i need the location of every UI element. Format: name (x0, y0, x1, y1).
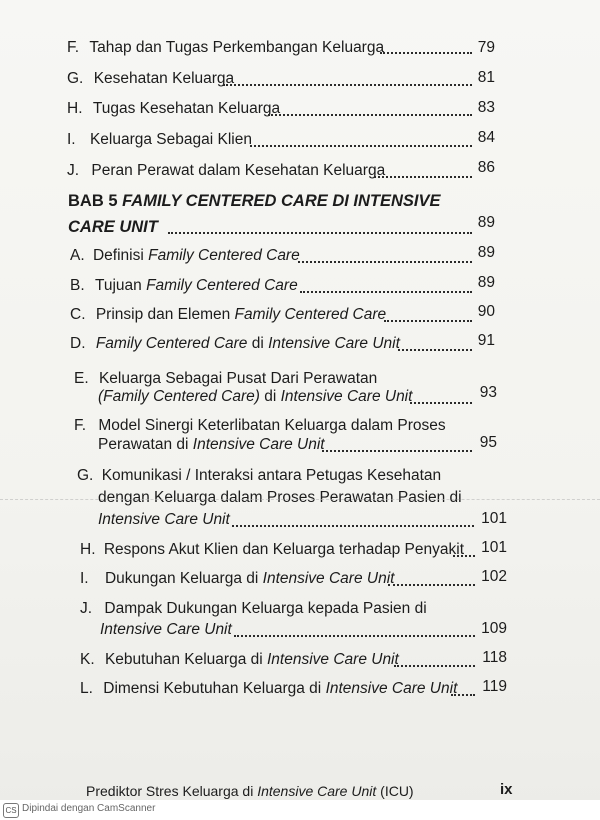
toc-entry-d (70, 334, 400, 354)
toc-letter: H. (67, 100, 83, 117)
toc-text-italic: Intensive Care Unit (268, 335, 400, 352)
toc-entry-e (74, 369, 377, 389)
chapter-page: 89 (477, 214, 495, 231)
toc-text: di (259, 388, 281, 405)
camscanner-logo-icon: CS (3, 803, 19, 818)
toc-text-italic: Intensive Care Unit (280, 388, 413, 405)
footer-title-italic: Intensive Care Unit (257, 783, 377, 799)
dot-leader (232, 525, 474, 527)
toc-entry-i2 (80, 569, 394, 589)
toc-page: 83 (477, 99, 495, 116)
toc-entry-i (67, 130, 252, 150)
toc-text-italic: Intensive Care Unit (100, 621, 232, 638)
toc-entry-h2 (80, 540, 464, 560)
toc-letter: G. (67, 70, 84, 87)
toc-entry-l (80, 679, 457, 699)
toc-entry-b (70, 276, 298, 296)
scanner-label: Dipindai dengan CamScanner (22, 803, 156, 814)
toc-entry-g (67, 69, 234, 89)
toc-text: Keluarga Sebagai Pusat Dari Perawatan (98, 370, 378, 387)
dot-leader (168, 232, 472, 234)
toc-letter: G. (77, 467, 94, 484)
toc-page: 93 (479, 384, 497, 401)
toc-letter: D. (70, 335, 86, 352)
toc-page: 102 (481, 568, 507, 585)
toc-text-italic: Family Centered Care (234, 306, 387, 323)
toc-letter: F. (67, 39, 80, 56)
toc-page: 90 (477, 303, 495, 320)
toc-letter: B. (70, 277, 85, 294)
toc-text: Prinsip dan Elemen (95, 306, 235, 323)
toc-text: Perawatan di (98, 436, 193, 453)
page-number: ix (500, 781, 513, 798)
toc-text: Peran Perawat dalam Kesehatan Keluarga (91, 162, 386, 179)
toc-text: Definisi (92, 247, 149, 264)
toc-entry-j2-line2 (100, 620, 232, 640)
toc-letter: I. (67, 131, 76, 148)
dot-leader (250, 145, 472, 147)
toc-text: Dampak Dukungan Keluarga kepada Pasien di (104, 600, 427, 617)
toc-entry-f (67, 38, 384, 58)
toc-text: Keluarga Sebagai Klien (89, 131, 252, 148)
toc-entry-g2-line2 (98, 488, 462, 508)
toc-text: di (247, 335, 269, 352)
toc-letter: E. (74, 370, 89, 387)
dot-leader (322, 450, 472, 452)
toc-text-italic: Family Centered Care (148, 247, 300, 264)
toc-text: Respons Akut Klien dan Keluarga terhadap Penyakit (103, 541, 464, 558)
toc-page: 91 (477, 332, 495, 349)
toc-entry-c (70, 305, 386, 325)
toc-page: 101 (481, 510, 507, 527)
toc-letter: I. (80, 570, 89, 587)
toc-page: 84 (477, 129, 495, 146)
toc-text: Kesehatan Keluarga (93, 70, 235, 87)
dot-leader (388, 584, 475, 586)
toc-entry-h (67, 99, 280, 119)
toc-entry-f2 (74, 416, 446, 436)
footer-title: Prediktor Stres Keluarga di (86, 783, 258, 799)
toc-page: 79 (477, 39, 495, 56)
toc-page: 118 (482, 649, 507, 666)
dot-leader (223, 84, 472, 86)
toc-text: Komunikasi / Interaksi antara Petugas Kesehatan (101, 467, 442, 484)
toc-text: Tugas Kesehatan Keluarga (92, 100, 281, 117)
toc-text-italic: Intensive Care Unit (98, 511, 230, 528)
toc-page: 119 (482, 678, 507, 695)
toc-page: 89 (477, 274, 495, 291)
toc-entry-j2 (80, 599, 427, 619)
toc-text-italic: (Family Centered Care) (98, 388, 260, 405)
toc-text: Kebutuhan Keluarga di (104, 651, 267, 668)
toc-text: Tujuan (94, 277, 147, 294)
dot-leader (234, 635, 475, 637)
toc-letter: F. (74, 417, 87, 434)
toc-letter: H. (80, 541, 96, 558)
toc-letter: L. (80, 680, 93, 697)
toc-letter: J. (67, 162, 80, 179)
scan-fold-line (0, 499, 600, 500)
toc-entry-j (67, 161, 385, 181)
toc-page: 89 (477, 244, 495, 261)
toc-text: Dimensi Kebutuhan Keluarga di (103, 680, 326, 697)
chapter-title-line1: FAMILY CENTERED CARE DI INTENSIVE (122, 192, 441, 210)
chapter-prefix: BAB 5 (68, 192, 118, 210)
toc-text-italic: Intensive Care Unit (192, 436, 325, 453)
dot-leader (394, 665, 475, 667)
toc-entry-a (70, 246, 300, 266)
toc-page: 86 (477, 159, 495, 176)
toc-letter: C. (70, 306, 86, 323)
toc-text-italic: Intensive Care Unit (262, 570, 395, 587)
toc-page: 101 (481, 539, 507, 556)
chapter-heading (68, 190, 441, 212)
toc-entry-k (80, 650, 399, 670)
toc-text: Model Sinergi Keterlibatan Keluarga dalam Proses (98, 417, 446, 434)
toc-page: 81 (477, 69, 495, 86)
toc-text-italic: Family Centered Care (95, 335, 248, 352)
dot-leader (300, 291, 472, 293)
toc-page: 109 (481, 620, 507, 637)
toc-text: Tahap dan Tugas Perkembangan Keluarga (89, 39, 385, 56)
toc-entry-f2-line2 (98, 435, 325, 455)
dot-leader (268, 114, 472, 116)
toc-page: 95 (479, 434, 497, 451)
toc-letter: J. (80, 600, 93, 617)
toc-letter: K. (80, 651, 95, 668)
toc-text: dengan Keluarga dalam Proses Perawatan Pasien di (98, 489, 462, 506)
toc-text-italic: Intensive Care Unit (325, 680, 458, 697)
toc-entry-g2-line3 (98, 510, 230, 530)
toc-letter: A. (70, 247, 85, 264)
footer-title-suffix: (ICU) (376, 783, 414, 799)
toc-entry-g2 (77, 466, 441, 486)
toc-text: Dukungan Keluarga di (104, 570, 263, 587)
dot-leader (298, 261, 472, 263)
scanner-watermark (0, 800, 600, 820)
toc-text-italic: Intensive Care Unit (267, 651, 399, 668)
toc-text-italic: Family Centered Care (146, 277, 298, 294)
toc-entry-e-line2 (98, 387, 412, 407)
chapter-title-line2: CARE UNIT (68, 218, 158, 236)
running-footer (86, 783, 414, 799)
